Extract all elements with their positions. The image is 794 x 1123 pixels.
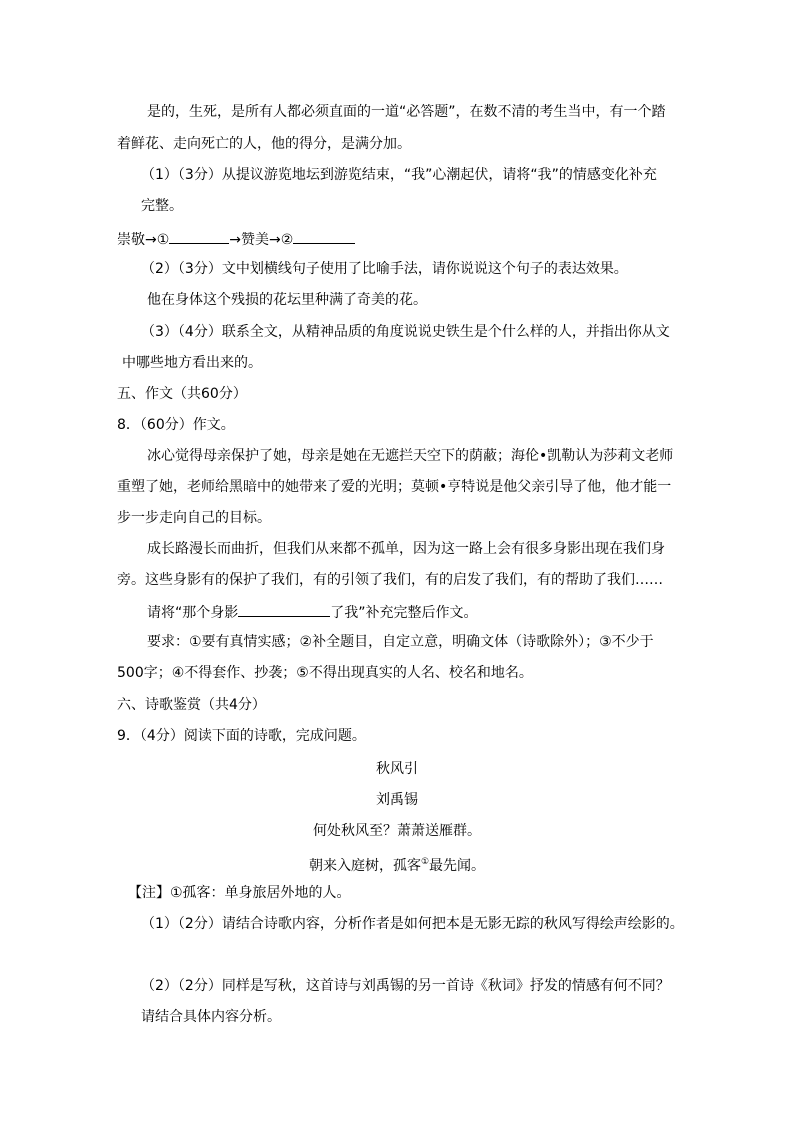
poem-line-2-a: 朝来入庭树，孤客 bbox=[308, 858, 421, 874]
answer-blank-1[interactable] bbox=[169, 228, 229, 244]
essay-prompt bbox=[147, 601, 478, 623]
section6-title: 六、诗歌鉴赏（共4分） bbox=[117, 697, 266, 713]
chain-mid: →赞美→② bbox=[229, 232, 294, 248]
q2-line: （2）（3分）文中划横线句子使用了比喻手法，请你说说这个句子的表达效果。 bbox=[141, 261, 628, 277]
essay-p2-line-2: 旁。这些身影有的保护了我们，有的引领了我们，有的启发了我们，有的帮助了我们…… bbox=[117, 572, 663, 588]
q1-emotion-chain bbox=[117, 228, 355, 250]
requirements-line-2: 500字；④不得套作、抄袭；⑤不得出现真实的人名、校名和地名。 bbox=[117, 665, 533, 681]
q9-sub-1: （1）（2分）请结合诗歌内容，分析作者是如何把本是无影无踪的秋风写得绘声绘影的。 bbox=[141, 916, 684, 932]
poem-line-1: 何处秋风至？萧萧送雁群。 bbox=[313, 823, 481, 839]
answer-blank-2[interactable] bbox=[293, 228, 355, 244]
poem-line-2-b: 最先闻。 bbox=[429, 858, 486, 874]
title-blank[interactable] bbox=[238, 601, 330, 617]
q9-sub-2-line-2: 请结合具体内容分析。 bbox=[141, 1009, 281, 1025]
prompt-part-b: 了我”补充完整后作文。 bbox=[330, 605, 478, 621]
q8-heading: 8．（60分）作文。 bbox=[117, 417, 235, 433]
essay-p1-line-2: 重塑了她，老师给黑暗中的她带来了爱的光明；莫顿•亨特说是他父亲引导了他，他才能一 bbox=[117, 479, 672, 495]
prompt-part-a: 请将“那个身影 bbox=[147, 605, 239, 621]
essay-p1-line-3: 步一步走向自己的目标。 bbox=[117, 510, 271, 526]
q1-line-2: 完整。 bbox=[141, 198, 183, 214]
essay-p2-line-1: 成长路漫长而曲折，但我们从来都不孤单，因为这一路上会有很多身影出现在我们身 bbox=[147, 541, 665, 557]
q1-line-1: （1）（3分）从提议游览地坛到游览结束，“我”心潮起伏，请将“我”的情感变化补充 bbox=[141, 167, 657, 183]
q2-quote: 他在身体这个残损的花坛里种满了奇美的花。 bbox=[147, 292, 427, 308]
footnote-mark: ① bbox=[420, 857, 430, 867]
poem-author: 刘禹锡 bbox=[376, 792, 418, 808]
requirements-line-1: 要求：①要有真情实感；②补全题目，自定立意，明确文体（诗歌除外）；③不少于 bbox=[147, 634, 654, 650]
q3-line-1: （3）（4分）联系全文，从精神品质的角度说说史铁生是个什么样的人，并指出你从文 bbox=[141, 324, 670, 340]
poem-line-2 bbox=[0, 852, 794, 876]
intro-line-2: 着鲜花、走向死亡的人，他的得分，是满分加。 bbox=[117, 136, 411, 152]
intro-line-1: 是的，生死，是所有人都必须直面的一道“必答题”，在数不清的考生当中，有一个踏 bbox=[147, 104, 666, 120]
q9-heading: 9．（4分）阅读下面的诗歌，完成问题。 bbox=[117, 728, 366, 744]
q3-line-2: 中哪些地方看出来的。 bbox=[122, 355, 262, 371]
q9-sub-2-line-1: （2）（2分）同样是写秋，这首诗与刘禹锡的另一首诗《秋词》抒发的情感有何不同？ bbox=[141, 978, 670, 994]
poem-title: 秋风引 bbox=[376, 761, 418, 777]
section5-title: 五、作文（共60分） bbox=[117, 386, 247, 402]
poem-note: 【注】①孤客：单身旅居外地的人。 bbox=[128, 885, 351, 901]
chain-start: 崇敬→① bbox=[117, 232, 170, 248]
essay-p1-line-1: 冰心觉得母亲保护了她，母亲是她在无遮拦天空下的荫蔽；海伦•凯勒认为莎莉文老师 bbox=[147, 448, 674, 464]
